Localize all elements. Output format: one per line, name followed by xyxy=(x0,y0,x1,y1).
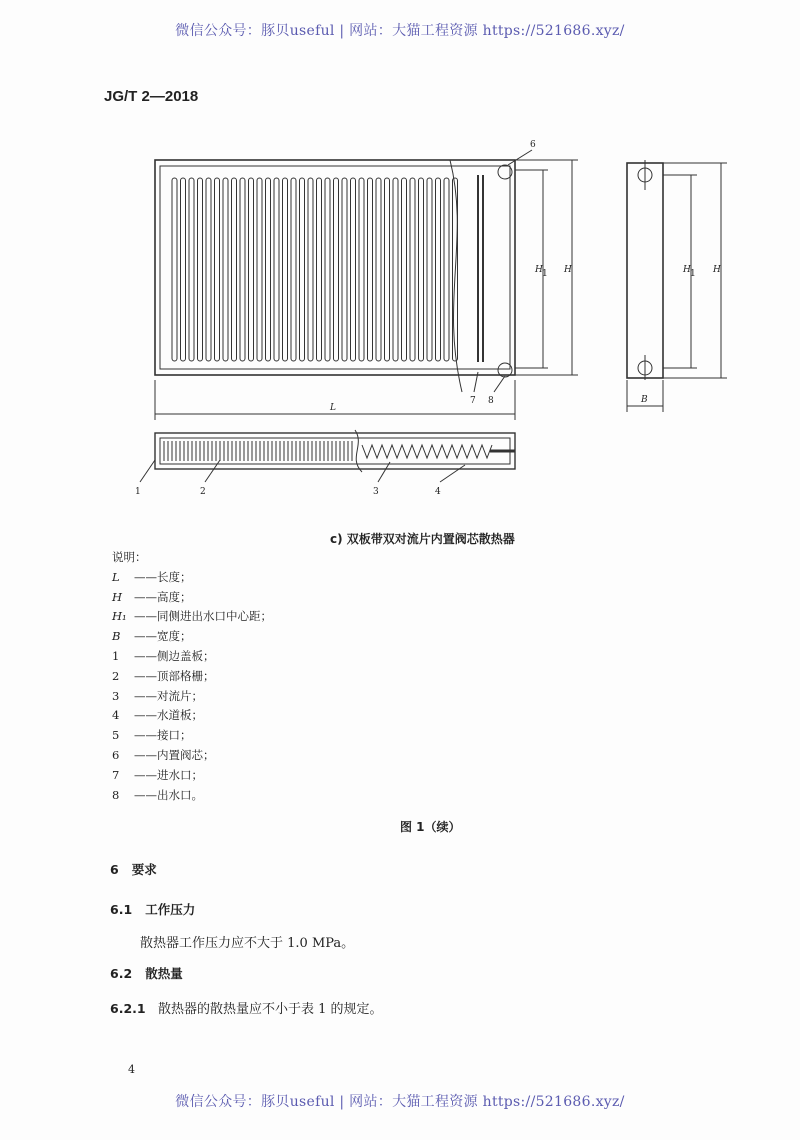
callout-8: 8 xyxy=(488,396,494,406)
legend-item xyxy=(112,667,272,687)
legend-symbol: 5 xyxy=(112,728,120,743)
radiator-fin xyxy=(257,178,262,361)
side-label-H: H xyxy=(713,265,721,275)
side-label-H1: H xyxy=(683,265,691,275)
watermark-bottom: 微信公众号：豚贝useful | 网站：大猫工程资源 https://521686.xyz/ xyxy=(175,1094,625,1110)
section-title: 工作压力 xyxy=(145,902,196,917)
section-number: 6 xyxy=(110,862,119,877)
section-title: 要求 xyxy=(131,862,157,877)
radiator-fin xyxy=(444,178,449,361)
callout-1: 1 xyxy=(135,487,141,497)
radiator-fin xyxy=(274,178,279,361)
radiator-fin xyxy=(419,178,424,361)
figure-subcaption: c) 双板带双对流片内置阀芯散热器 xyxy=(330,532,515,546)
radiator-fin xyxy=(436,178,441,361)
legend-text: ——同侧进出水口中心距； xyxy=(134,609,272,624)
dim-label-H1-sub: 1 xyxy=(542,269,548,279)
radiator-fin xyxy=(351,178,356,361)
legend-text: ——进水口； xyxy=(134,767,203,782)
dim-label-L: L xyxy=(330,403,336,413)
legend-text: ——接口； xyxy=(134,728,192,743)
radiator-fin xyxy=(189,178,194,361)
radiator-fin xyxy=(181,178,186,361)
legend-title: 说明： xyxy=(112,550,147,564)
legend-item xyxy=(112,627,272,647)
legend-symbol: 1 xyxy=(112,648,120,663)
radiator-fin xyxy=(198,178,203,361)
radiator-fin xyxy=(359,178,364,361)
callout-6: 6 xyxy=(530,140,536,150)
legend xyxy=(112,548,272,805)
callout-4: 4 xyxy=(435,487,441,497)
dim-label-H1: H xyxy=(535,265,543,275)
legend-text: ——顶部格栅； xyxy=(134,668,215,683)
legend-text: ——长度； xyxy=(134,569,192,584)
radiator-fin xyxy=(206,178,211,361)
legend-symbol: 7 xyxy=(112,767,120,782)
callout-2: 2 xyxy=(200,487,206,497)
legend-symbol: 3 xyxy=(112,688,120,703)
section-6-1-body: 散热器工作压力应不大于 1.0 MPa。 xyxy=(140,936,355,951)
legend-symbol: 4 xyxy=(112,708,120,723)
section-6-heading xyxy=(110,860,157,878)
legend-item xyxy=(112,607,272,627)
radiator-fin xyxy=(249,178,254,361)
callout-7: 7 xyxy=(470,396,476,406)
legend-text: ——水道板； xyxy=(134,708,203,723)
radiator-fin xyxy=(215,178,220,361)
legend-symbol: H₁ xyxy=(112,609,127,624)
legend-symbol: L xyxy=(112,569,120,584)
legend-item xyxy=(112,647,272,667)
radiator-fin xyxy=(300,178,305,361)
radiator-fin xyxy=(232,178,237,361)
section-6-2-1 xyxy=(110,998,383,1017)
section-6-1-heading xyxy=(110,900,195,918)
callout-3: 3 xyxy=(373,487,379,497)
radiator-fin xyxy=(283,178,288,361)
radiator-fin xyxy=(172,178,177,361)
section-6-2-heading xyxy=(110,964,183,982)
section-body: 散热器的散热量应不小于表 1 的规定。 xyxy=(158,1002,383,1017)
radiator-fin xyxy=(410,178,415,361)
radiator-fin xyxy=(402,178,407,361)
section-number: 6.2.1 xyxy=(110,1001,146,1016)
radiator-diagram xyxy=(0,130,800,510)
section-number: 6.1 xyxy=(110,902,133,917)
legend-item xyxy=(112,786,272,806)
legend-text: ——高度； xyxy=(134,589,192,604)
radiator-fin xyxy=(334,178,339,361)
watermark-top: 微信公众号：豚贝useful | 网站：大猫工程资源 https://521686.xyz/ xyxy=(175,23,625,39)
legend-symbol: H xyxy=(112,589,123,604)
legend-text: ——对流片； xyxy=(134,688,203,703)
radiator-fin xyxy=(317,178,322,361)
radiator-fin xyxy=(427,178,432,361)
dim-label-B: B xyxy=(641,395,648,405)
section-number: 6.2 xyxy=(110,966,133,981)
legend-symbol: 6 xyxy=(112,747,120,762)
radiator-fin xyxy=(308,178,313,361)
radiator-fin xyxy=(223,178,228,361)
legend-text: ——侧边盖板； xyxy=(134,648,215,663)
radiator-fin xyxy=(342,178,347,361)
legend-item xyxy=(112,568,272,588)
legend-item xyxy=(112,687,272,707)
radiator-fin xyxy=(393,178,398,361)
dim-label-H: H xyxy=(564,265,572,275)
radiator-fin xyxy=(385,178,390,361)
legend-item xyxy=(112,706,272,726)
side-label-H1-sub: 1 xyxy=(690,269,696,279)
legend-item xyxy=(112,766,272,786)
legend-symbol: 2 xyxy=(112,668,120,683)
radiator-fin xyxy=(291,178,296,361)
figure-caption: 图 1（续） xyxy=(400,820,461,834)
legend-item xyxy=(112,588,272,608)
radiator-fin xyxy=(325,178,330,361)
legend-item xyxy=(112,746,272,766)
legend-text: ——出水口。 xyxy=(134,787,203,802)
legend-text: ——内置阀芯； xyxy=(134,747,215,762)
standard-number: JG/T 2—2018 xyxy=(104,88,199,105)
radiator-fin xyxy=(368,178,373,361)
legend-symbol: 8 xyxy=(112,787,120,802)
radiator-fin xyxy=(240,178,245,361)
radiator-fin xyxy=(266,178,271,361)
radiator-fin xyxy=(376,178,381,361)
legend-item xyxy=(112,726,272,746)
section-title: 散热量 xyxy=(145,966,183,981)
legend-symbol: B xyxy=(112,629,121,644)
page-number: 4 xyxy=(128,1063,135,1076)
convector-fins xyxy=(362,445,492,458)
legend-text: ——宽度； xyxy=(134,629,192,644)
